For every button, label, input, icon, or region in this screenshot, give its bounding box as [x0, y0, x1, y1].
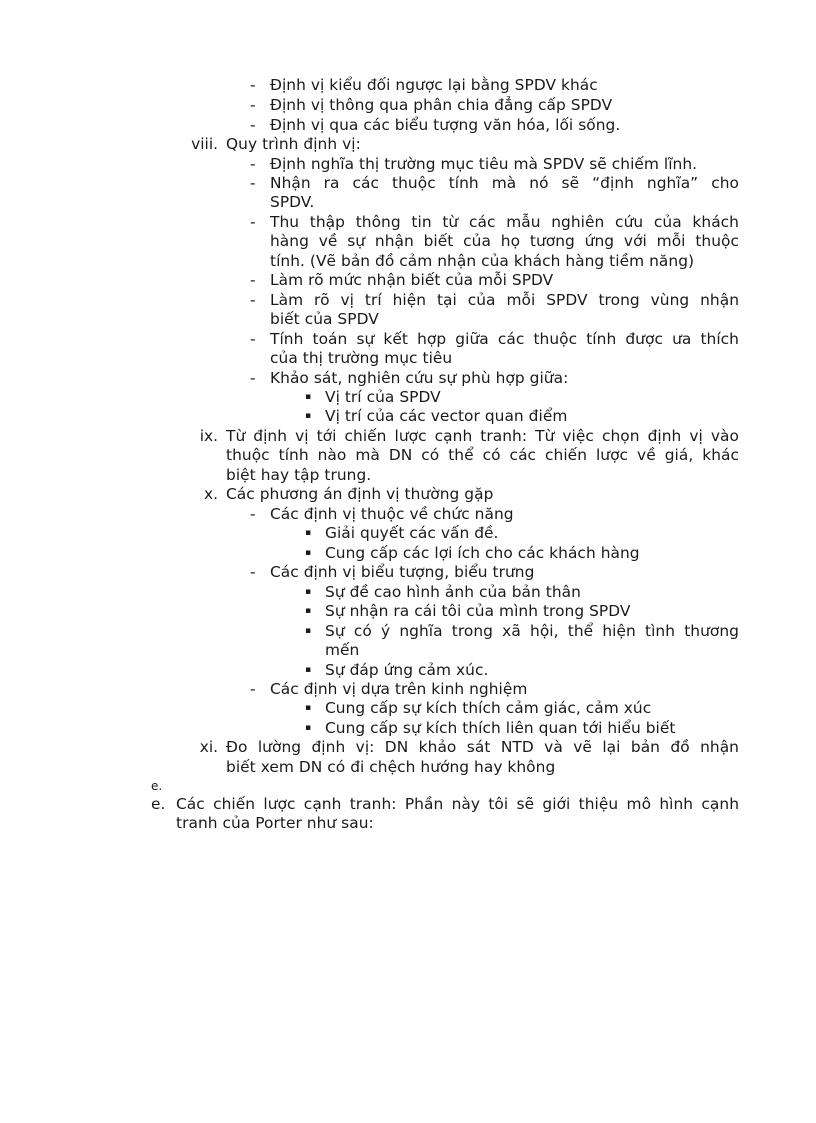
square-bullet: ▪: [305, 392, 312, 402]
dash-bullet: -: [250, 291, 256, 309]
text-line: Thu thập thông tin từ các mẫu nghiên cứu của khách: [270, 213, 739, 231]
dash-bullet: -: [250, 174, 256, 192]
text-line: SPDV.: [270, 193, 315, 211]
roman-marker-x: x.: [203, 485, 218, 503]
dash-bullet: -: [250, 213, 256, 231]
text-line: Đo lường định vị: DN khảo sát NTD và vẽ lại bản đồ nhận: [226, 738, 739, 756]
roman-marker-ix: ix.: [199, 427, 218, 445]
text-line: Định vị kiểu đối ngược lại bằng SPDV khác: [270, 76, 598, 94]
dash-bullet: -: [250, 76, 256, 94]
square-bullet: ▪: [305, 528, 312, 538]
section-heading: Các phương án định vị thường gặp: [226, 485, 494, 503]
text-line: biết của SPDV: [270, 310, 379, 328]
text-line: Nhận ra các thuộc tính mà nó sẽ “định nghĩa” cho: [270, 174, 739, 192]
section-heading: Quy trình định vị:: [226, 135, 361, 153]
text-line: Vị trí của SPDV: [325, 388, 441, 406]
text-line: Cung cấp các lợi ích cho các khách hàng: [325, 544, 640, 562]
list-marker-e-empty: e.: [151, 779, 163, 793]
text-line: tính. (Vẽ bản đồ cảm nhận của khách hàng tiềm năng): [270, 252, 695, 270]
dash-bullet: -: [250, 563, 256, 581]
text-line: biệt hay tập trung.: [226, 466, 372, 484]
text-line: Vị trí của các vector quan điểm: [325, 407, 568, 425]
roman-marker-viii: viii.: [191, 135, 218, 153]
text-line: Khảo sát, nghiên cứu sự phù hợp giữa:: [270, 369, 569, 387]
square-bullet: ▪: [305, 703, 312, 713]
text-line: thuộc tính nào mà DN có thể có các chiến lược về giá, khác: [226, 446, 739, 464]
text-line: Sự có ý nghĩa trong xã hội, thể hiện tình thương: [325, 622, 739, 640]
text-line: Định vị thông qua phân chia đẳng cấp SPDV: [270, 96, 613, 114]
dash-bullet: -: [250, 271, 256, 289]
text-line: Sự nhận ra cái tôi của mình trong SPDV: [325, 602, 631, 620]
text-line: Tính toán sự kết hợp giữa các thuộc tính được ưa thích: [270, 330, 739, 348]
text-line: biết xem DN có đi chệch hướng hay không: [226, 758, 556, 776]
dash-bullet: -: [250, 505, 256, 523]
list-marker-e: e.: [151, 795, 166, 813]
text-line: Từ định vị tới chiến lược cạnh tranh: Từ việc chọn định vị vào: [226, 427, 739, 445]
text-line: Sự đáp ứng cảm xúc.: [325, 661, 489, 679]
dash-bullet: -: [250, 680, 256, 698]
text-line: Cung cấp sự kích thích cảm giác, cảm xúc: [325, 699, 652, 717]
square-bullet: ▪: [305, 723, 312, 733]
text-line: Làm rõ vị trí hiện tại của mỗi SPDV trong vùng nhận: [270, 291, 739, 309]
dash-bullet: -: [250, 155, 256, 173]
square-bullet: ▪: [305, 587, 312, 597]
text-line: Các định vị dựa trên kinh nghiệm: [270, 680, 528, 698]
square-bullet: ▪: [305, 548, 312, 558]
dash-bullet: -: [250, 116, 256, 134]
square-bullet: ▪: [305, 626, 312, 636]
text-line: Định vị qua các biểu tượng văn hóa, lối sống.: [270, 116, 621, 134]
text-line: Sự đề cao hình ảnh của bản thân: [325, 583, 581, 601]
text-line: mến: [325, 641, 360, 659]
dash-bullet: -: [250, 330, 256, 348]
dash-bullet: -: [250, 369, 256, 387]
text-line: của thị trường mục tiêu: [270, 349, 453, 367]
text-line: tranh của Porter như sau:: [176, 814, 374, 832]
square-bullet: ▪: [305, 665, 312, 675]
text-line: Các định vị biểu tượng, biểu trưng: [270, 563, 535, 581]
text-line: Định nghĩa thị trường mục tiêu mà SPDV sẽ chiếm lĩnh.: [270, 155, 698, 173]
text-line: Các định vị thuộc về chức năng: [270, 505, 514, 523]
text-line: Cung cấp sự kích thích liên quan tới hiểu biết: [325, 719, 676, 737]
square-bullet: ▪: [305, 411, 312, 421]
text-line: hàng về sự nhận biết của họ tương ứng với mỗi thuộc: [270, 232, 739, 250]
roman-marker-xi: xi.: [199, 738, 218, 756]
dash-bullet: -: [250, 96, 256, 114]
square-bullet: ▪: [305, 606, 312, 616]
text-line: Các chiến lược cạnh tranh: Phần này tôi sẽ giới thiệu mô hình cạnh: [176, 795, 739, 813]
text-line: Giải quyết các vấn đề.: [325, 524, 499, 542]
text-line: Làm rõ mức nhận biết của mỗi SPDV: [270, 271, 554, 289]
